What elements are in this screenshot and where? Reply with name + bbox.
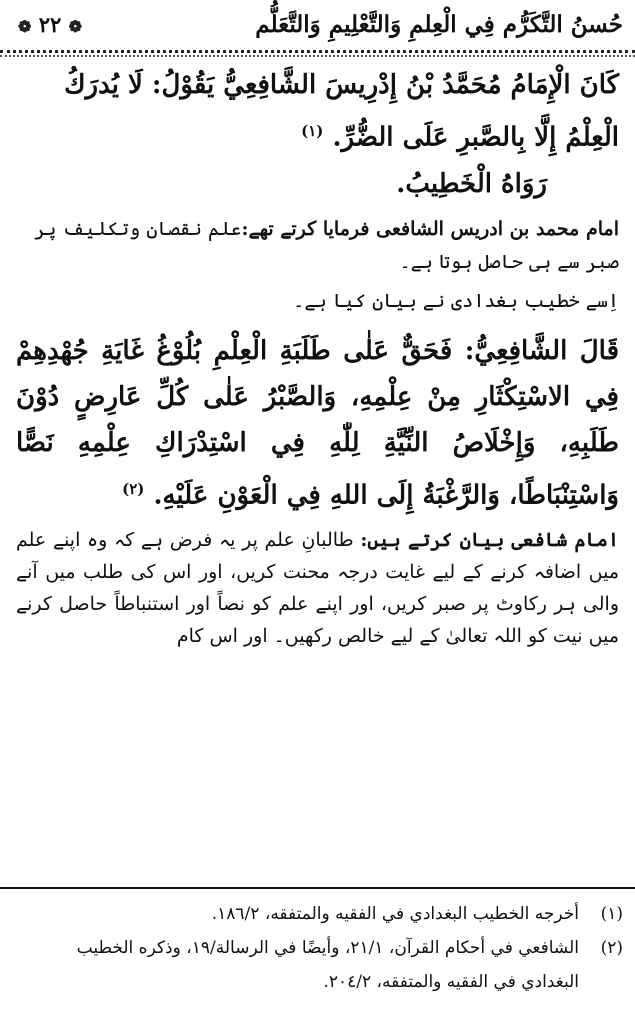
running-title: حُسنُ التَّكَرُّم فِي الْعِلمِ وَالتَّعْلِيمِ وَالتَّعَلُّم — [255, 10, 623, 38]
arabic-quote-1 — [0, 62, 635, 161]
footnote-number: (١) — [600, 904, 623, 924]
footnote-item — [0, 931, 635, 999]
footnote-number: (٢) — [600, 938, 623, 958]
ornament-icon: ❁ — [68, 16, 82, 36]
footnote-ref: (٢) — [122, 479, 145, 498]
page-header — [0, 4, 635, 44]
page-number: ٢٢ — [38, 11, 62, 37]
header-divider — [0, 55, 635, 57]
urdu-translation-2-text: طالبانِ علم پر یہ فرض ہے کہ وہ اپنے علم میں اضافہ کرنے کے لیے غایت درجہ محنت کریں، اور اس کی طلب میں آنے والی ہر رکاوٹ پر صبر کریں، اور اپنے علم کو نصاً اور استنباطاً حاصل کرنے میں نیت کو اللہ تعالیٰ کے لیے خالص رکھیں۔ اور اس کام — [16, 529, 619, 648]
footnote-divider — [0, 887, 635, 889]
ornament-icon: ❁ — [18, 16, 32, 36]
urdu-translation-1-text: علم نقصان وتکلیف پر صبر سے ہی حاصل ہوتا ہے۔ — [34, 217, 619, 273]
header-divider — [0, 50, 635, 53]
urdu-translation-2-lead: امام شافعی بیان کرتے ہیں: — [360, 529, 619, 552]
footnote-item — [0, 897, 635, 931]
urdu-translation-2 — [0, 524, 635, 652]
arabic-quote-2 — [0, 328, 635, 519]
urdu-narrator-line: اِسے خطیب بغدادی نے بیان کیا ہے۔ — [293, 289, 619, 312]
footnote-ref: (١) — [301, 122, 324, 140]
arabic-quote-2-text: قَالَ الشَّافِعِيُّ: فَحَقٌّ عَلٰى طَلَبَةِ الْعِلْمِ بُلُوْغُ غَايَةِ جُهْدِهِمْ فِي الاسْتِكْثَارِ مِنْ عِلْمِهِ، وَالصَّبْرُ عَلٰى كُلِّ عَارِضٍ دُوْنَ طَلَبِهِ، وَإِخْلَاصُ النِّيَّةِ لِلّٰهِ فِي اسْتِدْرَاكِ عِلْمِهِ نَصًّا وَاسْتِنْبَاطًا، وَالرَّغْبَةُ إِلَى اللهِ فِي الْعَوْنِ عَلَيْهِ. — [16, 335, 619, 511]
footnote-text: الشافعي في أحكام القرآن، ٢١/١، وأيضًا في الرسالة/١٩، وذكره الخطيب البغدادي في الفقيه والمتفقه، ٢٠٤/٢. — [76, 938, 579, 992]
page-body — [0, 62, 635, 652]
arabic-quote-1-line-1: كَانَ الْإِمَامُ مُحَمَّدُ بْنُ إِدْرِيسَ الشَّافِعِيُّ يَقُوْلُ: لَا يُدرَكُ — [64, 70, 619, 100]
footnote-text: أخرجه الخطيب البغدادي في الفقيه والمتفقه، ١٨٦/٢. — [211, 904, 579, 924]
narrator-line: رَوَاهُ الْخَطِيبُ. — [396, 168, 547, 199]
footnotes — [0, 897, 635, 999]
urdu-translation-1 — [0, 213, 635, 279]
arabic-quote-1-line-2: الْعِلْمُ إِلَّا بِالصَّبرِ عَلَى الضُّرِّ. — [332, 122, 619, 153]
urdu-translation-1-lead: امام محمد بن ادریس الشافعی فرمایا کرتے تھے: — [241, 217, 619, 240]
page-number-box — [18, 12, 82, 37]
